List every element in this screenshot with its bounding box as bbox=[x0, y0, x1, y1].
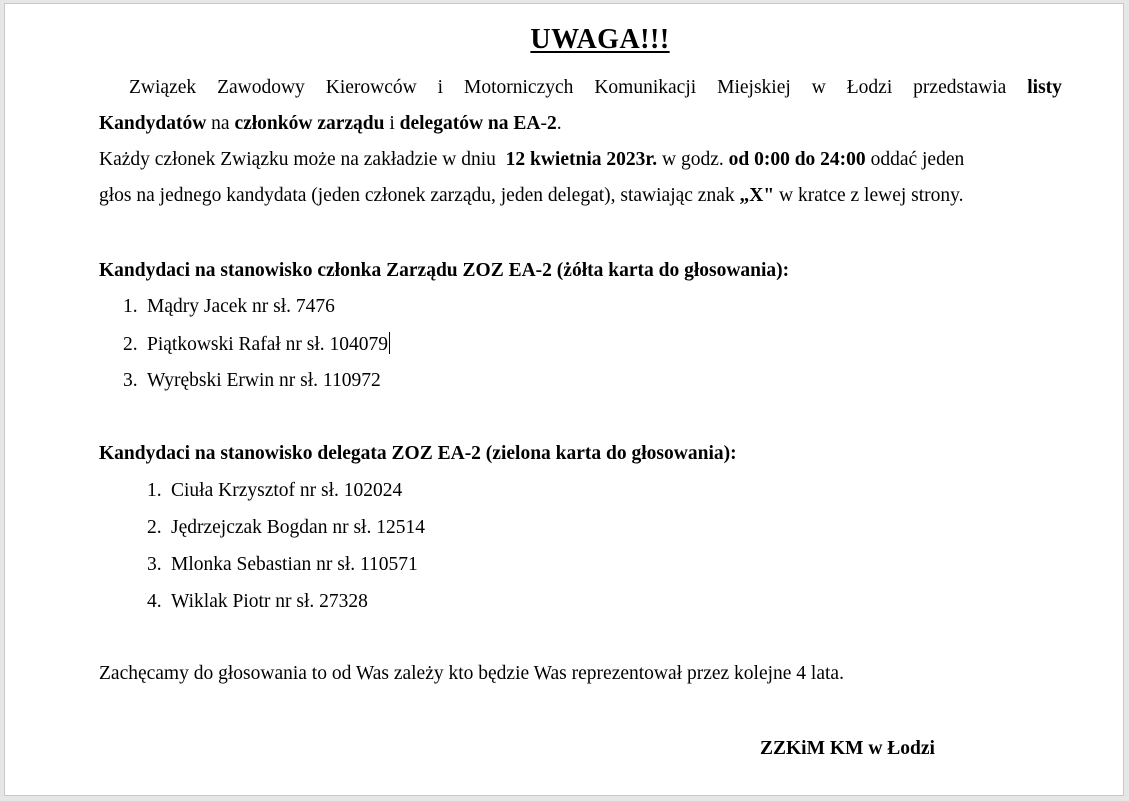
list-number: 1. bbox=[147, 480, 162, 501]
list-number: 4. bbox=[147, 591, 162, 612]
candidate-name: Ciuła Krzysztof nr sł. 102024 bbox=[171, 480, 403, 501]
intro-word: i bbox=[437, 77, 444, 98]
document-title: UWAGA!!! bbox=[530, 24, 670, 55]
intro-word: Łodzi bbox=[846, 77, 893, 98]
intro-word: Motorniczych bbox=[464, 77, 574, 98]
text: w godz. bbox=[657, 149, 729, 170]
bold-text: 2 bbox=[546, 113, 557, 134]
candidate-name: Wiklak Piotr nr sł. 27328 bbox=[171, 591, 368, 612]
list-item bbox=[123, 369, 381, 393]
candidate-name: Jędrzejczak Bogdan nr sł. 12514 bbox=[171, 517, 425, 538]
intro-word: przedstawia bbox=[913, 77, 1007, 98]
intro-word: Kierowców bbox=[325, 77, 417, 98]
list-number: 3. bbox=[123, 370, 138, 391]
list-item bbox=[147, 516, 425, 540]
intro-line-3 bbox=[99, 148, 964, 172]
bold-text: delegatów na EA bbox=[399, 113, 541, 134]
intro-line-4 bbox=[99, 184, 964, 208]
text: na bbox=[206, 113, 235, 134]
intro-word: Komunikacji bbox=[594, 77, 697, 98]
list-item bbox=[123, 295, 335, 319]
candidate-name: Wyrębski Erwin nr sł. 110972 bbox=[147, 370, 381, 391]
bold-text: członków zarządu bbox=[234, 113, 385, 134]
text: i bbox=[384, 113, 400, 134]
text: głos na jednego kandydata (jeden członek zarządu, jeden delegat), stawiając znak bbox=[99, 185, 740, 206]
intro-line-2 bbox=[99, 112, 562, 136]
intro-word: Związek bbox=[129, 77, 197, 98]
candidate-name: Mlonka Sebastian nr sł. 110571 bbox=[171, 554, 418, 575]
intro-word: Zawodowy bbox=[217, 77, 305, 98]
text: . bbox=[556, 113, 562, 134]
candidate-name: Mądry Jacek nr sł. 7476 bbox=[147, 296, 335, 317]
board-section-heading: Kandydaci na stanowisko członka Zarządu ZOZ EA-2 (żółta karta do głosowania): bbox=[99, 260, 790, 281]
delegate-section-heading: Kandydaci na stanowisko delegata ZOZ EA-2 (zielona karta do głosowania): bbox=[99, 443, 737, 464]
document-page bbox=[4, 3, 1124, 796]
list-item bbox=[123, 332, 390, 357]
intro-word-bold: listy bbox=[1027, 77, 1062, 98]
list-item bbox=[147, 553, 418, 577]
text: oddać jeden bbox=[865, 149, 965, 170]
list-number: 2. bbox=[147, 517, 162, 538]
signature: ZZKiM KM w Łodzi bbox=[760, 738, 935, 759]
date-text: 12 kwietnia 2023r. bbox=[505, 149, 658, 170]
intro-word: Miejskiej bbox=[717, 77, 791, 98]
intro-line-1 bbox=[129, 76, 1062, 100]
text: Każdy członek Związku może na zakładzie w dniu bbox=[99, 149, 506, 170]
mark-symbol-text: „X" bbox=[739, 185, 775, 206]
list-item bbox=[147, 590, 368, 614]
list-number: 1. bbox=[123, 296, 138, 317]
intro-word: w bbox=[811, 77, 826, 98]
bold-text: Kandydatów bbox=[99, 113, 207, 134]
text: - bbox=[540, 113, 547, 134]
closing-text: Zachęcamy do głosowania to od Was zależy kto będzie Was reprezentował przez kolejne 4 lata. bbox=[99, 663, 844, 684]
list-item bbox=[147, 479, 402, 503]
list-number: 3. bbox=[147, 554, 162, 575]
list-number: 2. bbox=[123, 334, 138, 355]
text-cursor bbox=[389, 332, 390, 354]
candidate-name: Piątkowski Rafał nr sł. 104079 bbox=[147, 334, 389, 355]
text: w kratce z lewej strony. bbox=[774, 185, 964, 206]
time-range-text: od 0:00 do 24:00 bbox=[728, 149, 866, 170]
